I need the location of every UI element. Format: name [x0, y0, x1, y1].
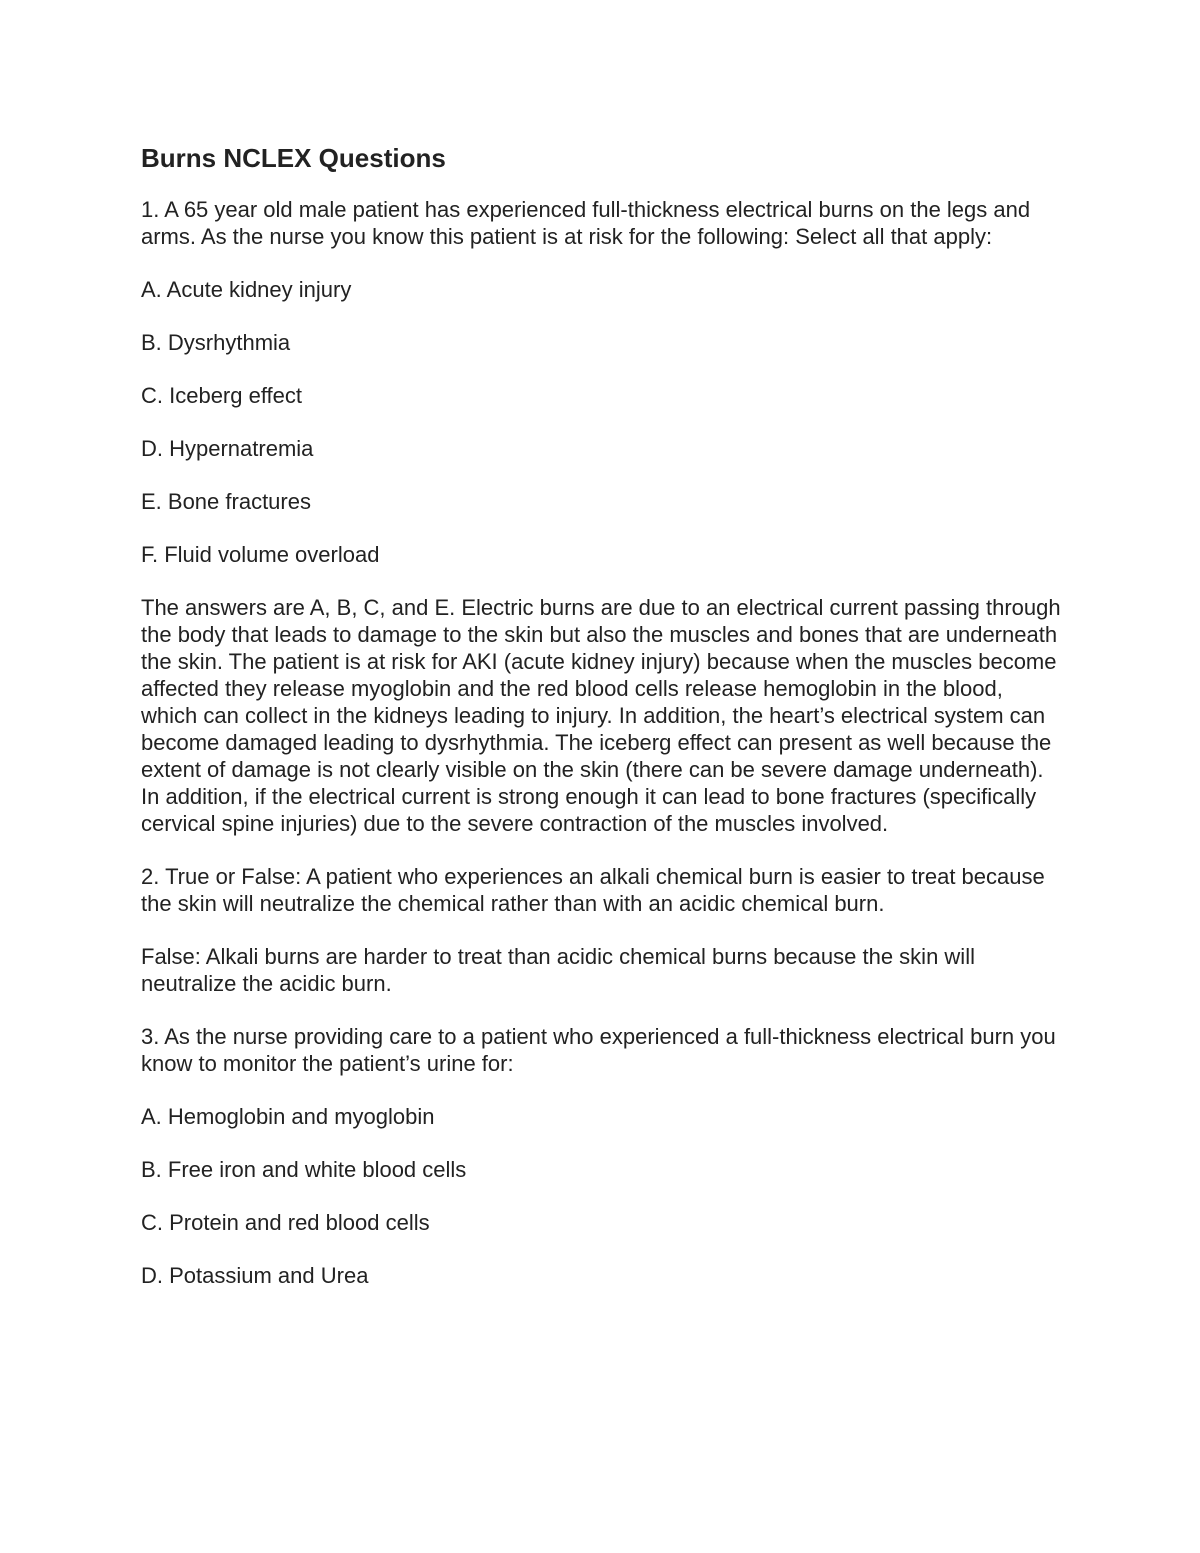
question-1-option-e: E. Bone fractures [141, 489, 311, 514]
question-1-option-b: B. Dysrhythmia [141, 330, 291, 355]
question-1-answer: The answers are A, B, C, and E. Electric burns are due to an electrical current passing through the body that leads to damage to the skin but also the muscles and bones that are underneath the skin. The patient is at risk for AKI (acute kidney injury) because when the muscles become affected they release myoglobin and the red blood cells release hemoglobin in the blood, which can collect in the kidneys leading to injury. In addition, the heart’s electrical system can become damaged leading to dysrhythmia. The iceberg effect can present as well because the extent of damage is not clearly visible on the skin (there can be severe damage underneath). In addition, if the electrical current is strong enough it can lead to bone fractures (specifically cervical spine injuries) due to the severe contraction of the muscles involved. [141, 595, 1061, 836]
document-page [141, 140, 1061, 1315]
question-1-option-a: A. Acute kidney injury [141, 277, 352, 302]
question-1-option-d: D. Hypernatremia [141, 436, 314, 461]
document-title: Burns NCLEX Questions [141, 143, 446, 173]
question-1-text: 1. A 65 year old male patient has experienced full-thickness electrical burns on the legs and arms. As the nurse you know this patient is at risk for the following: Select all that apply: [141, 197, 1031, 249]
question-1-option-c: C. Iceberg effect [141, 383, 303, 408]
question-3-option-c: C. Protein and red blood cells [141, 1210, 430, 1235]
question-1-option-f: F. Fluid volume overload [141, 542, 380, 567]
question-3-option-b: B. Free iron and white blood cells [141, 1157, 467, 1182]
question-3-option-d: D. Potassium and Urea [141, 1263, 369, 1288]
question-2-text: 2. True or False: A patient who experiences an alkali chemical burn is easier to treat because the skin will neutralize the chemical rather than with an acidic chemical burn. [141, 864, 1045, 916]
question-3-text: 3. As the nurse providing care to a patient who experienced a full-thickness electrical burn you know to monitor the patient’s urine for: [141, 1024, 1056, 1076]
question-2-answer: False: Alkali burns are harder to treat than acidic chemical burns because the skin will neutralize the acidic burn. [141, 944, 975, 996]
question-3-option-a: A. Hemoglobin and myoglobin [141, 1104, 435, 1129]
